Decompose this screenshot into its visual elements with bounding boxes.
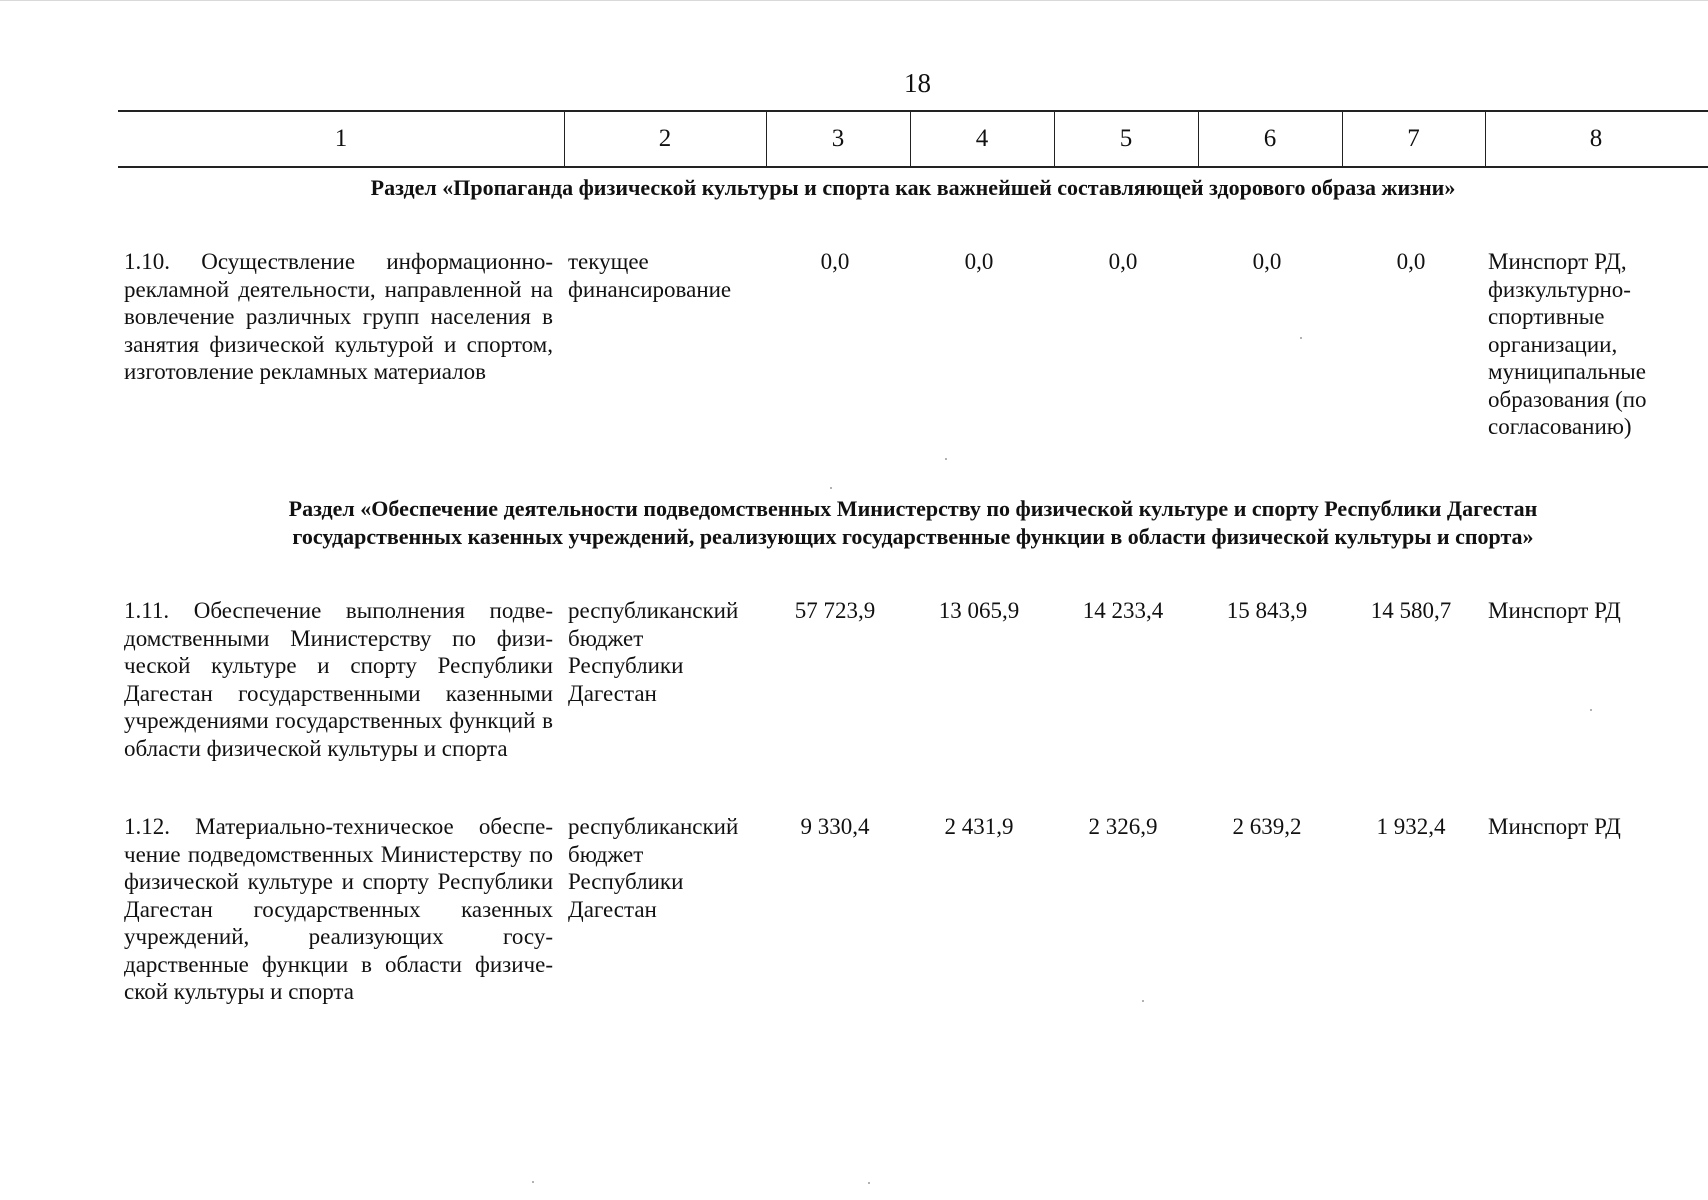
section-title-line: Раздел «Обеспечение деятельности подведомственных Министерству по физической культуре и спорту Республики Дагестан bbox=[288, 496, 1538, 521]
row-value-col4: 2 431,9 bbox=[944, 814, 1014, 839]
row-executor: Минспорт РД bbox=[1488, 598, 1621, 623]
scan-speck bbox=[868, 1182, 870, 1184]
row-value-col3: 0,0 bbox=[820, 249, 850, 274]
column-number-8: 8 bbox=[1589, 125, 1603, 152]
row-value-col5: 14 233,4 bbox=[1082, 598, 1164, 623]
section-title bbox=[118, 174, 1708, 202]
section-title-line: Раздел «Пропаганда физической культуры и спорта как важнейшей составляющей здорового образа жизни» bbox=[370, 175, 1456, 200]
page-number: 18 bbox=[904, 68, 931, 98]
section-title bbox=[118, 495, 1708, 551]
row-value-col7: 1 932,4 bbox=[1376, 814, 1446, 839]
row-value-col5: 2 326,9 bbox=[1088, 814, 1158, 839]
table-header-row bbox=[118, 110, 1708, 168]
scan-edge bbox=[0, 0, 1708, 3]
scan-speck bbox=[1300, 337, 1302, 339]
row-value-col7: 14 580,7 bbox=[1370, 598, 1452, 623]
row-description: 1.12. Материально-техническое обеспечение подведомственных Министерству по физической культуре и спорту Республики Дагестан государственных казенных учреждений, реализующих государственные функции в области физической культуры и спорта bbox=[124, 814, 553, 1004]
scan-speck bbox=[1142, 1000, 1144, 1002]
row-funding-source: республиканский бюджет Республики Дагестан bbox=[568, 598, 739, 706]
row-description: 1.10. Осуществление информационно-рекламной деятельности, направленной на вовлечение различных групп населения в занятия физической культурой и спортом, изготовление рекламных материалов bbox=[124, 249, 553, 384]
scan-speck bbox=[1590, 709, 1592, 711]
row-description: 1.11. Обеспечение выполнения подведомственными Министерству по физической культуре и спорту Республики Дагестан государственными казенными учреждениями государственных функций в области физической культуры и спорта bbox=[124, 598, 553, 761]
column-number-6: 6 bbox=[1263, 125, 1277, 152]
row-funding-source: республиканский бюджет Республики Дагестан bbox=[568, 814, 739, 922]
column-number-2: 2 bbox=[658, 125, 672, 152]
scan-speck bbox=[830, 487, 832, 489]
scan-speck bbox=[945, 458, 947, 460]
column-number-4: 4 bbox=[975, 125, 989, 152]
column-number-1: 1 bbox=[334, 125, 348, 152]
section-title-line: государственных казенных учреждений, реализующих государственные функции в области физической культуры и спорта» bbox=[292, 524, 1534, 549]
row-value-col4: 0,0 bbox=[964, 249, 994, 274]
column-number-7: 7 bbox=[1407, 125, 1420, 152]
row-executor: Минспорт РД, физкультурно-спортивные организации, муниципальные образования (по согласованию) bbox=[1488, 249, 1647, 439]
column-number-5: 5 bbox=[1119, 125, 1133, 152]
row-executor: Минспорт РД bbox=[1488, 814, 1621, 839]
row-value-col6: 0,0 bbox=[1252, 249, 1282, 274]
column-number-3: 3 bbox=[831, 125, 845, 152]
row-value-col3: 9 330,4 bbox=[800, 814, 870, 839]
scan-speck bbox=[532, 1181, 534, 1183]
row-value-col4: 13 065,9 bbox=[938, 598, 1020, 623]
row-value-col6: 15 843,9 bbox=[1226, 598, 1308, 623]
row-value-col7: 0,0 bbox=[1396, 249, 1426, 274]
row-value-col6: 2 639,2 bbox=[1232, 814, 1302, 839]
row-funding-source: текущее финансирование bbox=[568, 249, 732, 302]
row-value-col5: 0,0 bbox=[1108, 249, 1138, 274]
row-value-col3: 57 723,9 bbox=[794, 598, 876, 623]
